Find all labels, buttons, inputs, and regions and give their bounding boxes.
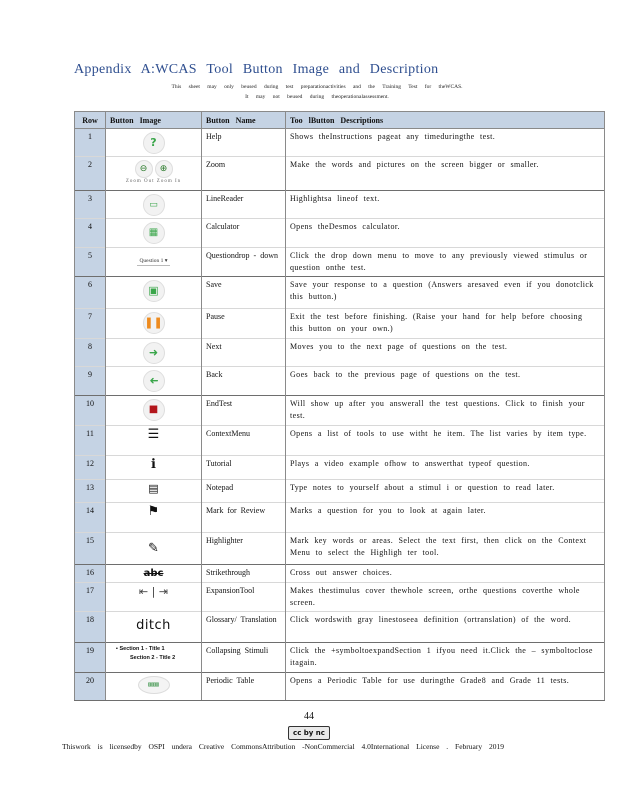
table-row <box>75 565 605 583</box>
button-description: Save your response to a question (Answers aresaved even if you donotclick this button.) <box>286 277 605 309</box>
table-row <box>75 426 605 456</box>
button-description: Will show up after you answerall the test questions. Click to finish your test. <box>286 396 605 426</box>
row-number: 8 <box>75 339 106 367</box>
button-name: Pause <box>202 309 286 339</box>
row-number: 3 <box>75 191 106 219</box>
context-menu-icon: ☰ <box>147 427 160 442</box>
back-arrow-icon: ➜ <box>143 370 165 392</box>
button-name: EndTest <box>202 396 286 426</box>
tool-button-table <box>74 111 605 701</box>
row-number: 19 <box>75 643 106 673</box>
periodic-table-icon: ▥▥▥ <box>138 676 170 694</box>
table-row <box>75 309 605 339</box>
button-name: Highlighter <box>202 533 286 565</box>
button-name: Help <box>202 129 286 157</box>
button-name: Zoom <box>202 157 286 191</box>
table-row <box>75 219 605 248</box>
zoom-in-icon: ⊕ <box>155 160 173 178</box>
button-name: ExpansionTool <box>202 583 286 612</box>
glossary-icon: ditch <box>136 618 171 633</box>
button-description: Opens theDesmos calculator. <box>286 219 605 248</box>
button-description: Shows theInstructions pageat any timeduringthe test. <box>286 129 605 157</box>
calculator-icon: ▦ <box>143 222 165 244</box>
notepad-icon: ▤ <box>148 482 159 495</box>
page-title: Appendix A:WCAS Tool Button Image and Description <box>74 62 439 77</box>
button-name: Collapsing Stimuli <box>202 643 286 673</box>
row-number: 20 <box>75 673 106 701</box>
button-name: Back <box>202 367 286 396</box>
button-name: Strikethrough <box>202 565 286 583</box>
highlighter-icon: ✎ <box>148 541 159 556</box>
row-number: 9 <box>75 367 106 396</box>
button-description: Plays a video example ofhow to answerthat typeof question. <box>286 456 605 480</box>
button-name: LineReader <box>202 191 286 219</box>
table-row <box>75 480 605 503</box>
column-header-row: Row <box>75 112 106 129</box>
button-description: Mark key words or areas. Select the text first, then click on the Context Menu to select the Highligh ter tool. <box>286 533 605 565</box>
button-name: Calculator <box>202 219 286 248</box>
column-header-description: Too lButton Descriptions <box>286 112 605 129</box>
table-row <box>75 339 605 367</box>
zoom-out-icon: ⊖ <box>135 160 153 178</box>
next-arrow-icon: ➜ <box>143 342 165 364</box>
row-number: 1 <box>75 129 106 157</box>
button-description: Cross out answer choices. <box>286 565 605 583</box>
button-description: Goes back to the previous page of questions on the test. <box>286 367 605 396</box>
row-number: 4 <box>75 219 106 248</box>
row-number: 15 <box>75 533 106 565</box>
row-number: 5 <box>75 248 106 277</box>
button-description: Highlightsa lineof text. <box>286 191 605 219</box>
row-number: 7 <box>75 309 106 339</box>
collapse-section-1: ▪ Section 1 - Title 1 <box>116 646 165 652</box>
question-dropdown-icon: Question 1 ▾ <box>139 258 168 264</box>
button-description: Click the drop down menu to move to any previously viewed stimulus or question onthe test. <box>286 248 605 277</box>
pause-icon: ❚❚ <box>143 312 165 334</box>
line-reader-icon: ▭ <box>143 194 165 216</box>
usage-note-restriction: It may not beused during theoperationalassessment. <box>245 94 389 100</box>
creative-commons-badge <box>288 726 330 740</box>
row-number: 6 <box>75 277 106 309</box>
collapsing-stimuli-icon <box>110 645 197 663</box>
table-row <box>75 643 605 673</box>
column-header-image: Button Image <box>106 112 202 129</box>
strikethrough-icon: abc <box>143 568 164 579</box>
table-row <box>75 503 605 533</box>
button-description: Exit the test before finishing. (Raise your hand for help before choosing this button on your own.) <box>286 309 605 339</box>
row-number: 17 <box>75 583 106 612</box>
button-name: Questiondrop - down <box>202 248 286 277</box>
button-description: Opens a list of tools to use witht he item. The list varies by item type. <box>286 426 605 456</box>
table-row <box>75 612 605 643</box>
button-name: Periodic Table <box>202 673 286 701</box>
page-number: 44 <box>304 711 314 722</box>
button-name: ContextMenu <box>202 426 286 456</box>
row-number: 10 <box>75 396 106 426</box>
row-number: 13 <box>75 480 106 503</box>
button-description: Click the +symboltoexpandSection 1 ifyou need it.Click the – symboltoclose itagain. <box>286 643 605 673</box>
table-row <box>75 533 605 565</box>
row-number: 18 <box>75 612 106 643</box>
license-badge-text: cc by nc <box>293 729 325 737</box>
tutorial-icon: ℹ <box>151 457 156 472</box>
button-description: Make the words and pictures on the screen bigger or smaller. <box>286 157 605 191</box>
button-description: Marks a question for you to look at again later. <box>286 503 605 533</box>
button-name: Notepad <box>202 480 286 503</box>
table-row <box>75 367 605 396</box>
table-row <box>75 396 605 426</box>
end-test-icon: ■ <box>143 399 165 421</box>
collapse-section-2: Section 2 - Title 2 <box>130 655 176 661</box>
button-name: Mark for Review <box>202 503 286 533</box>
table-row <box>75 673 605 701</box>
table-row <box>75 129 605 157</box>
row-number: 14 <box>75 503 106 533</box>
license-footer: Thiswork is licensedby OSPI undera Creative CommonsAttribution -NonCommercial 4.0International License . February 2019 <box>62 742 505 751</box>
row-number: 12 <box>75 456 106 480</box>
button-description: Click wordswith gray linestoseea definition (ortranslation) of the word. <box>286 612 605 643</box>
table-row <box>75 277 605 309</box>
column-header-name: Button Name <box>202 112 286 129</box>
button-description: Type notes to yourself about a stimul i or question to read later. <box>286 480 605 503</box>
button-description: Moves you to the next page of questions on the test. <box>286 339 605 367</box>
help-icon: ? <box>143 132 165 154</box>
zoom-icon-label: Zoom Out Zoom In <box>125 179 182 184</box>
button-name: Next <box>202 339 286 367</box>
save-icon: ▣ <box>143 280 165 302</box>
minus-box-icon: ▪ <box>116 646 118 652</box>
button-name: Tutorial <box>202 456 286 480</box>
table-row <box>75 191 605 219</box>
button-name: Glossary/ Translation <box>202 612 286 643</box>
row-number: 11 <box>75 426 106 456</box>
button-description: Makes thestimulus cover thewhole screen, orthe questions coverthe whole screen. <box>286 583 605 612</box>
flag-icon: ⚑ <box>147 504 160 519</box>
table-row <box>75 157 605 191</box>
table-row <box>75 456 605 480</box>
table-row <box>75 248 605 277</box>
button-name: Save <box>202 277 286 309</box>
table-row <box>75 583 605 612</box>
button-description: Opens a Periodic Table for use duringthe Grade8 and Grade 11 tests. <box>286 673 605 701</box>
row-number: 2 <box>75 157 106 191</box>
usage-note: This sheet may only beused during test preparationactivities and the Training Test for theWCAS. <box>171 84 463 90</box>
table-header-row <box>75 112 605 129</box>
row-number: 16 <box>75 565 106 583</box>
expansion-arrows-icon: ⇤ | ⇥ <box>138 585 169 598</box>
